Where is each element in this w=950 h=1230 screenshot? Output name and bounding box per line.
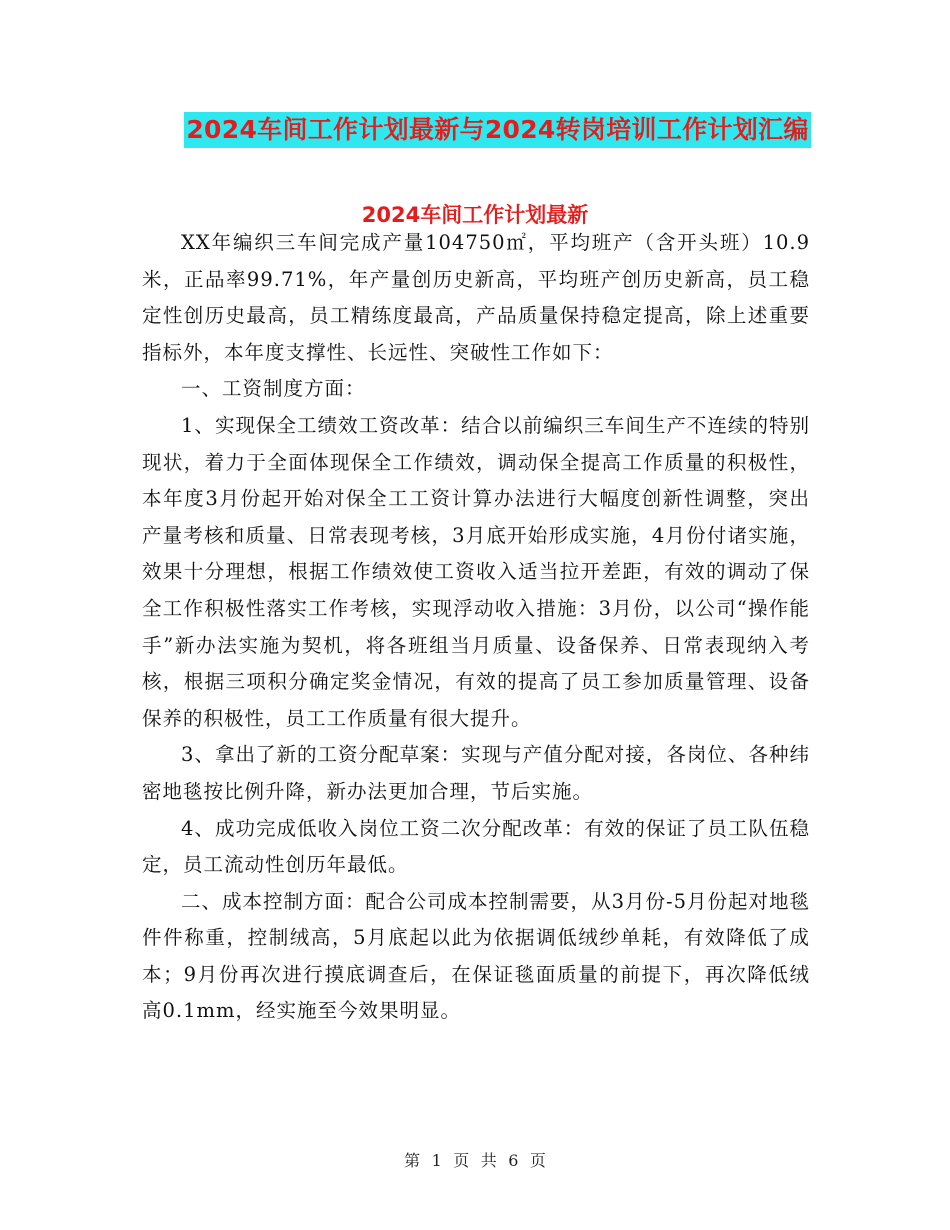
paragraph-heading-wages: 一、工资制度方面：: [181, 377, 366, 401]
paragraph-intro: XX年编织三车间完成产量104750㎡，平均班产（含开头班）10.9米，正品率99.71%，年产量创历史新高，平均班产创历史新高，员工稳定性创历史最高，员工精练度最高，产品质量保持稳定提高，除上述重要指标外，本年度支撑性、长远性、突破性工作如下：: [142, 231, 810, 364]
document-body: [142, 225, 810, 1030]
paragraph-item-4: 4、成功完成低收入岗位工资二次分配改革：有效的保证了员工队伍稳定，员工流动性创历年最低。: [142, 816, 810, 877]
paragraph-cost-control: 二、成本控制方面：配合公司成本控制需要，从3月份-5月份起对地毯件件称重，控制绒高，5月底起以此为依据调低绒纱单耗，有效降低了成本；9月份再次进行摸底调查后，在保证毯面质量的前提下，再次降低绒高0.1mm，经实施至今效果明显。: [142, 889, 810, 1023]
page-footer: 第 1 页 共 6 页: [404, 1151, 546, 1170]
document-title: 2024车间工作计划最新与2024转岗培训工作计划汇编: [184, 112, 810, 148]
paragraph-item-1: 1、实现保全工绩效工资改革：结合以前编织三车间生产不连续的特别现状，着力于全面体现保全工作绩效，调动保全提高工作质量的积极性，本年度3月份起开始对保全工工资计算办法进行大幅度创新性调整，突出产量考核和质量、日常表现考核，3月底开始形成实施，4月份付诸实施，效果十分理想，根据工作绩效使工资收入适当拉开差距，有效的调动了保全工作积极性落实工作考核，实现浮动收入措施：3月份，以公司“操作能手”新办法实施为契机，将各班组当月质量、设备保养、日常表现纳入考核，根据三项积分确定奖金情况，有效的提高了员工参加质量管理、设备保养的积极性，员工工作质量有很大提升。: [142, 413, 810, 730]
document-title-row: [0, 112, 950, 148]
section-title: 2024车间工作计划最新: [361, 203, 589, 227]
paragraph-item-3: 3、拿出了新的工资分配草案：实现与产值分配对接，各岗位、各种纬密地毯按比例升降，新办法更加合理，节后实施。: [142, 743, 810, 803]
